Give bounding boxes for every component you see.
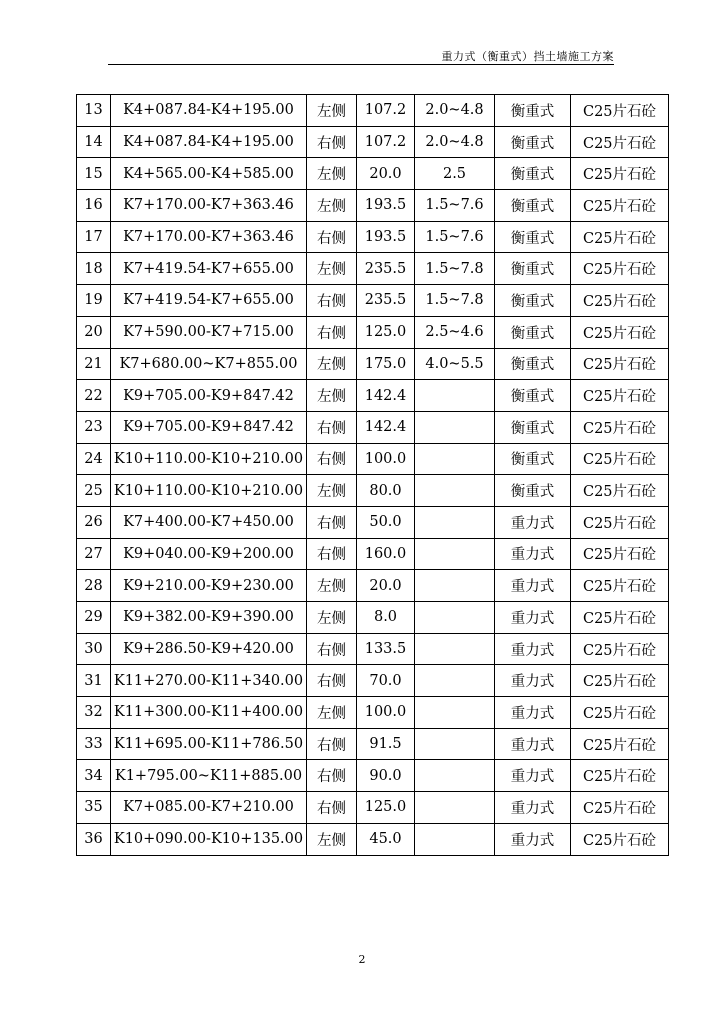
wall-type-cell: 重力式 xyxy=(495,538,571,570)
wall-type-cell: 衡重式 xyxy=(495,380,571,412)
wall-type-cell: 衡重式 xyxy=(495,126,571,158)
length-cell: 142.4 xyxy=(357,411,415,443)
side-cell: 左侧 xyxy=(307,475,357,507)
wall-type-cell: 重力式 xyxy=(495,760,571,792)
material-cell: C25片石砼 xyxy=(571,538,669,570)
row-number-cell: 16 xyxy=(77,190,111,222)
side-cell: 右侧 xyxy=(307,538,357,570)
table-row xyxy=(77,411,669,443)
mileage-range-cell: K7+590.00-K7+715.00 xyxy=(111,316,307,348)
material-cell: C25片石砼 xyxy=(571,665,669,697)
header-title: 重力式（衡重式）挡土墙施工方案 xyxy=(441,50,614,63)
material-cell: C25片石砼 xyxy=(571,443,669,475)
material-cell: C25片石砼 xyxy=(571,697,669,729)
material-cell: C25片石砼 xyxy=(571,190,669,222)
table-row xyxy=(77,760,669,792)
length-cell: 100.0 xyxy=(357,697,415,729)
material-cell: C25片石砼 xyxy=(571,823,669,855)
wall-type-cell: 衡重式 xyxy=(495,253,571,285)
length-cell: 235.5 xyxy=(357,285,415,317)
table-row xyxy=(77,570,669,602)
mileage-range-cell: K11+695.00-K11+786.50 xyxy=(111,728,307,760)
table-row xyxy=(77,823,669,855)
side-cell: 右侧 xyxy=(307,221,357,253)
row-number-cell: 29 xyxy=(77,602,111,634)
height-cell: 2.0~4.8 xyxy=(415,95,495,127)
length-cell: 142.4 xyxy=(357,380,415,412)
height-cell: 2.5~4.6 xyxy=(415,316,495,348)
material-cell: C25片石砼 xyxy=(571,570,669,602)
side-cell: 右侧 xyxy=(307,633,357,665)
row-number-cell: 22 xyxy=(77,380,111,412)
mileage-range-cell: K9+040.00-K9+200.00 xyxy=(111,538,307,570)
wall-type-cell: 衡重式 xyxy=(495,95,571,127)
length-cell: 50.0 xyxy=(357,506,415,538)
row-number-cell: 20 xyxy=(77,316,111,348)
length-cell: 70.0 xyxy=(357,665,415,697)
header-rule xyxy=(108,64,614,65)
wall-type-cell: 衡重式 xyxy=(495,316,571,348)
length-cell: 160.0 xyxy=(357,538,415,570)
side-cell: 右侧 xyxy=(307,506,357,538)
side-cell: 左侧 xyxy=(307,253,357,285)
side-cell: 右侧 xyxy=(307,411,357,443)
height-cell: 1.5~7.6 xyxy=(415,221,495,253)
mileage-range-cell: K9+382.00-K9+390.00 xyxy=(111,602,307,634)
wall-type-cell: 重力式 xyxy=(495,728,571,760)
length-cell: 193.5 xyxy=(357,190,415,222)
side-cell: 左侧 xyxy=(307,348,357,380)
wall-type-cell: 衡重式 xyxy=(495,221,571,253)
height-cell xyxy=(415,728,495,760)
mileage-range-cell: K7+680.00~K7+855.00 xyxy=(111,348,307,380)
mileage-range-cell: K7+419.54-K7+655.00 xyxy=(111,253,307,285)
side-cell: 左侧 xyxy=(307,158,357,190)
height-cell xyxy=(415,570,495,602)
row-number-cell: 17 xyxy=(77,221,111,253)
side-cell: 右侧 xyxy=(307,126,357,158)
mileage-range-cell: K7+419.54-K7+655.00 xyxy=(111,285,307,317)
mileage-range-cell: K9+286.50-K9+420.00 xyxy=(111,633,307,665)
height-cell xyxy=(415,697,495,729)
mileage-range-cell: K9+210.00-K9+230.00 xyxy=(111,570,307,602)
table-row xyxy=(77,538,669,570)
row-number-cell: 28 xyxy=(77,570,111,602)
material-cell: C25片石砼 xyxy=(571,633,669,665)
material-cell: C25片石砼 xyxy=(571,95,669,127)
side-cell: 左侧 xyxy=(307,602,357,634)
side-cell: 左侧 xyxy=(307,697,357,729)
length-cell: 107.2 xyxy=(357,126,415,158)
wall-type-cell: 重力式 xyxy=(495,633,571,665)
mileage-range-cell: K10+110.00-K10+210.00 xyxy=(111,475,307,507)
height-cell xyxy=(415,760,495,792)
material-cell: C25片石砼 xyxy=(571,285,669,317)
mileage-range-cell: K11+270.00-K11+340.00 xyxy=(111,665,307,697)
table-row xyxy=(77,158,669,190)
length-cell: 91.5 xyxy=(357,728,415,760)
side-cell: 右侧 xyxy=(307,728,357,760)
height-cell xyxy=(415,380,495,412)
wall-type-cell: 衡重式 xyxy=(495,348,571,380)
row-number-cell: 31 xyxy=(77,665,111,697)
mileage-range-cell: K7+085.00-K7+210.00 xyxy=(111,792,307,824)
height-cell xyxy=(415,792,495,824)
height-cell: 4.0~5.5 xyxy=(415,348,495,380)
mileage-range-cell: K4+565.00-K4+585.00 xyxy=(111,158,307,190)
mileage-range-cell: K9+705.00-K9+847.42 xyxy=(111,380,307,412)
side-cell: 左侧 xyxy=(307,190,357,222)
material-cell: C25片石砼 xyxy=(571,760,669,792)
wall-type-cell: 重力式 xyxy=(495,665,571,697)
table-row xyxy=(77,348,669,380)
table-row xyxy=(77,380,669,412)
row-number-cell: 34 xyxy=(77,760,111,792)
wall-type-cell: 衡重式 xyxy=(495,190,571,222)
mileage-range-cell: K7+400.00-K7+450.00 xyxy=(111,506,307,538)
page-number: 2 xyxy=(358,953,366,966)
row-number-cell: 14 xyxy=(77,126,111,158)
wall-type-cell: 重力式 xyxy=(495,602,571,634)
row-number-cell: 36 xyxy=(77,823,111,855)
table-row xyxy=(77,665,669,697)
height-cell xyxy=(415,443,495,475)
mileage-range-cell: K7+170.00-K7+363.46 xyxy=(111,221,307,253)
side-cell: 右侧 xyxy=(307,285,357,317)
table-row xyxy=(77,506,669,538)
height-cell: 1.5~7.6 xyxy=(415,190,495,222)
side-cell: 右侧 xyxy=(307,443,357,475)
table-row xyxy=(77,95,669,127)
wall-type-cell: 重力式 xyxy=(495,570,571,602)
mileage-range-cell: K4+087.84-K4+195.00 xyxy=(111,126,307,158)
row-number-cell: 24 xyxy=(77,443,111,475)
wall-type-cell: 重力式 xyxy=(495,823,571,855)
height-cell xyxy=(415,475,495,507)
table-row xyxy=(77,475,669,507)
wall-type-cell: 衡重式 xyxy=(495,285,571,317)
height-cell xyxy=(415,633,495,665)
row-number-cell: 33 xyxy=(77,728,111,760)
material-cell: C25片石砼 xyxy=(571,316,669,348)
mileage-range-cell: K11+300.00-K11+400.00 xyxy=(111,697,307,729)
side-cell: 右侧 xyxy=(307,665,357,697)
length-cell: 100.0 xyxy=(357,443,415,475)
material-cell: C25片石砼 xyxy=(571,792,669,824)
mileage-range-cell: K10+090.00-K10+135.00 xyxy=(111,823,307,855)
material-cell: C25片石砼 xyxy=(571,158,669,190)
height-cell xyxy=(415,602,495,634)
wall-type-cell: 衡重式 xyxy=(495,158,571,190)
table-row xyxy=(77,792,669,824)
table-row xyxy=(77,221,669,253)
table-row xyxy=(77,633,669,665)
row-number-cell: 30 xyxy=(77,633,111,665)
mileage-range-cell: K4+087.84-K4+195.00 xyxy=(111,95,307,127)
wall-type-cell: 重力式 xyxy=(495,506,571,538)
material-cell: C25片石砼 xyxy=(571,475,669,507)
wall-type-cell: 重力式 xyxy=(495,697,571,729)
height-cell: 2.5 xyxy=(415,158,495,190)
row-number-cell: 27 xyxy=(77,538,111,570)
side-cell: 左侧 xyxy=(307,380,357,412)
table-row xyxy=(77,443,669,475)
length-cell: 175.0 xyxy=(357,348,415,380)
length-cell: 8.0 xyxy=(357,602,415,634)
row-number-cell: 19 xyxy=(77,285,111,317)
length-cell: 20.0 xyxy=(357,158,415,190)
height-cell: 1.5~7.8 xyxy=(415,253,495,285)
material-cell: C25片石砼 xyxy=(571,728,669,760)
retaining-wall-table xyxy=(76,94,669,856)
mileage-range-cell: K7+170.00-K7+363.46 xyxy=(111,190,307,222)
side-cell: 右侧 xyxy=(307,316,357,348)
length-cell: 125.0 xyxy=(357,316,415,348)
length-cell: 20.0 xyxy=(357,570,415,602)
row-number-cell: 13 xyxy=(77,95,111,127)
row-number-cell: 32 xyxy=(77,697,111,729)
height-cell xyxy=(415,665,495,697)
material-cell: C25片石砼 xyxy=(571,221,669,253)
length-cell: 193.5 xyxy=(357,221,415,253)
row-number-cell: 35 xyxy=(77,792,111,824)
table-row xyxy=(77,253,669,285)
material-cell: C25片石砼 xyxy=(571,348,669,380)
material-cell: C25片石砼 xyxy=(571,411,669,443)
length-cell: 133.5 xyxy=(357,633,415,665)
wall-type-cell: 衡重式 xyxy=(495,411,571,443)
side-cell: 右侧 xyxy=(307,792,357,824)
height-cell xyxy=(415,506,495,538)
material-cell: C25片石砼 xyxy=(571,602,669,634)
mileage-range-cell: K10+110.00-K10+210.00 xyxy=(111,443,307,475)
row-number-cell: 23 xyxy=(77,411,111,443)
material-cell: C25片石砼 xyxy=(571,506,669,538)
height-cell xyxy=(415,411,495,443)
side-cell: 左侧 xyxy=(307,95,357,127)
side-cell: 左侧 xyxy=(307,823,357,855)
length-cell: 125.0 xyxy=(357,792,415,824)
length-cell: 80.0 xyxy=(357,475,415,507)
height-cell: 1.5~7.8 xyxy=(415,285,495,317)
side-cell: 左侧 xyxy=(307,570,357,602)
table-row xyxy=(77,190,669,222)
mileage-range-cell: K1+795.00~K11+885.00 xyxy=(111,760,307,792)
table-row xyxy=(77,285,669,317)
material-cell: C25片石砼 xyxy=(571,380,669,412)
height-cell: 2.0~4.8 xyxy=(415,126,495,158)
table-row xyxy=(77,697,669,729)
table-row xyxy=(77,316,669,348)
row-number-cell: 21 xyxy=(77,348,111,380)
wall-type-cell: 衡重式 xyxy=(495,475,571,507)
length-cell: 235.5 xyxy=(357,253,415,285)
material-cell: C25片石砼 xyxy=(571,126,669,158)
row-number-cell: 25 xyxy=(77,475,111,507)
length-cell: 45.0 xyxy=(357,823,415,855)
mileage-range-cell: K9+705.00-K9+847.42 xyxy=(111,411,307,443)
height-cell xyxy=(415,538,495,570)
table-row xyxy=(77,728,669,760)
row-number-cell: 18 xyxy=(77,253,111,285)
table-row xyxy=(77,602,669,634)
table-row xyxy=(77,126,669,158)
side-cell: 右侧 xyxy=(307,760,357,792)
material-cell: C25片石砼 xyxy=(571,253,669,285)
row-number-cell: 15 xyxy=(77,158,111,190)
length-cell: 107.2 xyxy=(357,95,415,127)
wall-type-cell: 重力式 xyxy=(495,792,571,824)
height-cell xyxy=(415,823,495,855)
row-number-cell: 26 xyxy=(77,506,111,538)
length-cell: 90.0 xyxy=(357,760,415,792)
wall-type-cell: 衡重式 xyxy=(495,443,571,475)
